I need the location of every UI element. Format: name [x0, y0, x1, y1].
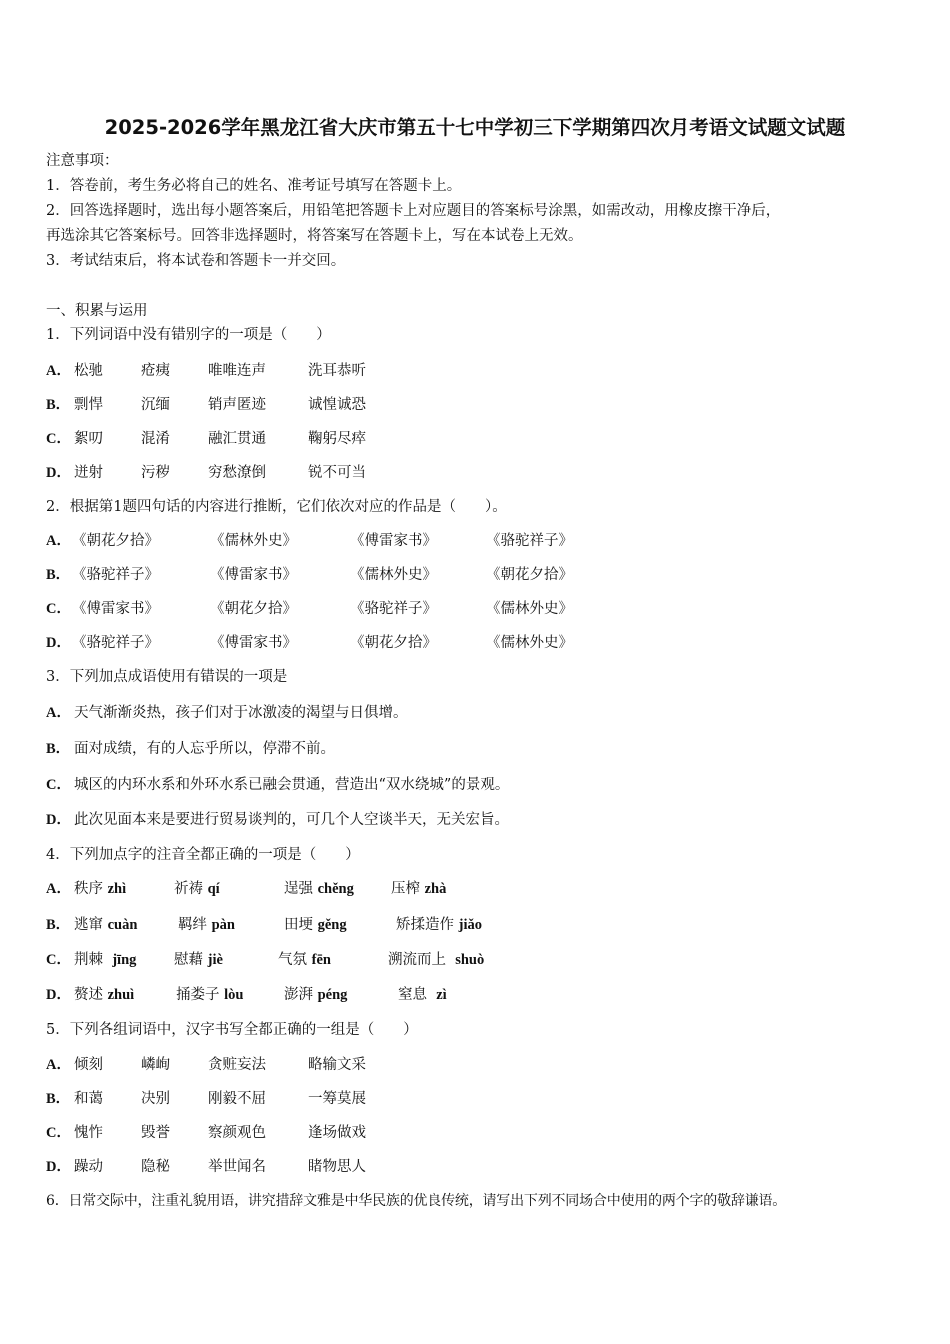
option-word: 逞强	[284, 881, 313, 897]
option-pinyin: qí	[207, 881, 220, 897]
option-word: 压榨	[391, 881, 420, 897]
option-label: A．	[46, 533, 71, 549]
option-item: 诚惶诚恐	[308, 397, 366, 413]
option-word: 逃窜	[74, 917, 103, 933]
option-word: 捅娄子	[176, 987, 220, 1003]
option-label: B．	[46, 397, 71, 413]
option-label: C．	[46, 431, 71, 447]
option-word: 荆棘	[74, 952, 103, 968]
option-label: B．	[46, 917, 71, 933]
option-word: 气氛	[278, 952, 307, 968]
option-label: D．	[46, 635, 71, 651]
question-6-stem: 6．日常交际中，注重礼貌用语，讲究措辞文雅是中华民族的优良传统，请写出下列不同场合中使用的两个字的敬辞谦语。	[46, 1193, 787, 1209]
option-item: 剽悍	[74, 397, 103, 413]
option-label: B．	[46, 1091, 71, 1107]
option-label: C．	[46, 601, 71, 617]
option-label: B．	[46, 567, 71, 583]
option-item: 《骆驼祥子》	[72, 567, 159, 583]
option-item: 和蔼	[74, 1091, 103, 1107]
option-label: D．	[46, 465, 71, 481]
option-item: 混淆	[141, 431, 170, 447]
option-item: 《朝花夕拾》	[486, 567, 573, 583]
option-word: 矫揉造作	[396, 917, 454, 933]
option-pinyin: lòu	[224, 987, 244, 1003]
option-word: 窒息	[398, 987, 427, 1003]
option-item: 《骆驼祥子》	[72, 635, 159, 651]
option-item: 愧怍	[74, 1125, 103, 1141]
option-item: 《傅雷家书》	[210, 567, 297, 583]
option-item: 贪赃妄法	[208, 1057, 266, 1073]
option-item: 嶙峋	[141, 1057, 170, 1073]
option-text: 此次见面本来是要进行贸易谈判的，可几个人空谈半天，无关宏旨。	[74, 812, 509, 828]
option-word: 祈祷	[174, 881, 203, 897]
notice-item: 再选涂其它答案标号。回答非选择题时，将答案写在答题卡上，写在本试卷上无效。	[46, 228, 583, 244]
option-item: 决别	[141, 1091, 170, 1107]
option-item: 洗耳恭听	[308, 363, 366, 379]
option-item: 《儒林外史》	[486, 635, 573, 651]
option-word: 田埂	[284, 917, 313, 933]
option-label: A．	[46, 881, 71, 897]
option-word: 赘述	[74, 987, 103, 1003]
option-label: A．	[46, 705, 71, 721]
option-pinyin: zhuì	[107, 987, 135, 1003]
section-heading: 一、积累与运用	[46, 303, 148, 319]
option-item: 《傅雷家书》	[72, 601, 159, 617]
option-word: 慰藉	[174, 952, 203, 968]
option-item: 倾刻	[74, 1057, 103, 1073]
option-pinyin: zì	[436, 987, 447, 1003]
option-item: 《朝花夕拾》	[72, 533, 159, 549]
option-item: 絮叨	[74, 431, 103, 447]
option-item: 隐秘	[141, 1159, 170, 1175]
option-label: A．	[46, 1057, 71, 1073]
option-item: 《傅雷家书》	[350, 533, 437, 549]
option-item: 《朝花夕拾》	[210, 601, 297, 617]
option-item: 疮痍	[141, 363, 170, 379]
option-pinyin: gěng	[317, 917, 347, 933]
question-5-stem: 5．下列各组词语中，汉字书写全都正确的一组是（ ）	[46, 1022, 418, 1038]
option-pinyin: péng	[317, 987, 348, 1003]
option-item: 锐不可当	[308, 465, 366, 481]
option-pinyin: chěng	[317, 881, 354, 897]
option-item: 逢场做戏	[308, 1125, 366, 1141]
option-word: 溯流而上	[388, 952, 446, 968]
option-item: 《儒林外史》	[210, 533, 297, 549]
notice-item: 2．回答选择题时，选出每小题答案后，用铅笔把答题卡上对应题目的答案标号涂黑，如需改动，用橡皮擦干净后，	[46, 203, 781, 219]
option-item: 《儒林外史》	[350, 567, 437, 583]
option-item: 《骆驼祥子》	[350, 601, 437, 617]
option-item: 松驰	[74, 363, 103, 379]
option-text: 城区的内环水系和外环水系已融会贯通，营造出“双水绕城”的景观。	[74, 777, 510, 793]
option-label: C．	[46, 1125, 71, 1141]
option-label: D．	[46, 987, 71, 1003]
option-word: 澎湃	[284, 987, 313, 1003]
option-word: 秩序	[74, 881, 103, 897]
option-pinyin: zhà	[424, 881, 447, 897]
option-pinyin: zhì	[107, 881, 127, 897]
option-item: 刚毅不屈	[208, 1091, 266, 1107]
question-2-stem: 2．根据第1题四句话的内容进行推断，它们依次对应的作品是（ ）。	[46, 499, 507, 515]
option-label: D．	[46, 1159, 71, 1175]
option-item: 唯唯连声	[208, 363, 266, 379]
notice-item: 1．答卷前，考生务必将自己的姓名、准考证号填写在答题卡上。	[46, 178, 462, 194]
option-item: 《骆驼祥子》	[486, 533, 573, 549]
option-item: 毁誉	[141, 1125, 170, 1141]
option-pinyin: fēn	[311, 952, 331, 968]
option-label: D．	[46, 812, 71, 828]
option-item: 《朝花夕拾》	[350, 635, 437, 651]
option-item: 污秽	[141, 465, 170, 481]
option-item: 沉缅	[141, 397, 170, 413]
notice-item: 3．考试结束后，将本试卷和答题卡一并交回。	[46, 253, 346, 269]
option-label: B．	[46, 741, 71, 757]
option-item: 察颜观色	[208, 1125, 266, 1141]
option-pinyin: cuàn	[107, 917, 138, 933]
option-word: 羁绊	[178, 917, 207, 933]
option-text: 天气渐渐炎热，孩子们对于冰激凌的渴望与日俱增。	[74, 705, 408, 721]
option-item: 迸射	[74, 465, 103, 481]
option-label: C．	[46, 952, 71, 968]
option-pinyin: shuò	[455, 952, 485, 968]
option-pinyin: jiè	[207, 952, 223, 968]
option-item: 略输文采	[308, 1057, 366, 1073]
option-item: 销声匿迹	[208, 397, 266, 413]
page-title: 2025-2026学年黑龙江省大庆市第五十七中学初三下学期第四次月考语文试题文试题	[104, 116, 846, 139]
option-item: 鞠躬尽瘁	[308, 431, 366, 447]
question-4-stem: 4．下列加点字的注音全都正确的一项是（ ）	[46, 847, 360, 863]
option-pinyin: jiǎo	[458, 917, 482, 933]
option-item: 穷愁潦倒	[208, 465, 266, 481]
option-item: 《傅雷家书》	[210, 635, 297, 651]
option-item: 躁动	[74, 1159, 103, 1175]
option-item: 一筹莫展	[308, 1091, 366, 1107]
option-item: 睹物思人	[308, 1159, 366, 1175]
option-item: 融汇贯通	[208, 431, 266, 447]
question-3-stem: 3．下列加点成语使用有错误的一项是	[46, 669, 288, 685]
option-label: A．	[46, 363, 71, 379]
option-text: 面对成绩，有的人忘乎所以，停滞不前。	[74, 741, 335, 757]
option-pinyin: pàn	[211, 917, 235, 933]
option-pinyin: jīng	[112, 952, 137, 968]
question-1-stem: 1．下列词语中没有错别字的一项是（ ）	[46, 327, 331, 343]
option-item: 举世闻名	[208, 1159, 266, 1175]
notice-heading: 注意事项：	[46, 153, 119, 169]
option-item: 《儒林外史》	[486, 601, 573, 617]
option-label: C．	[46, 777, 71, 793]
